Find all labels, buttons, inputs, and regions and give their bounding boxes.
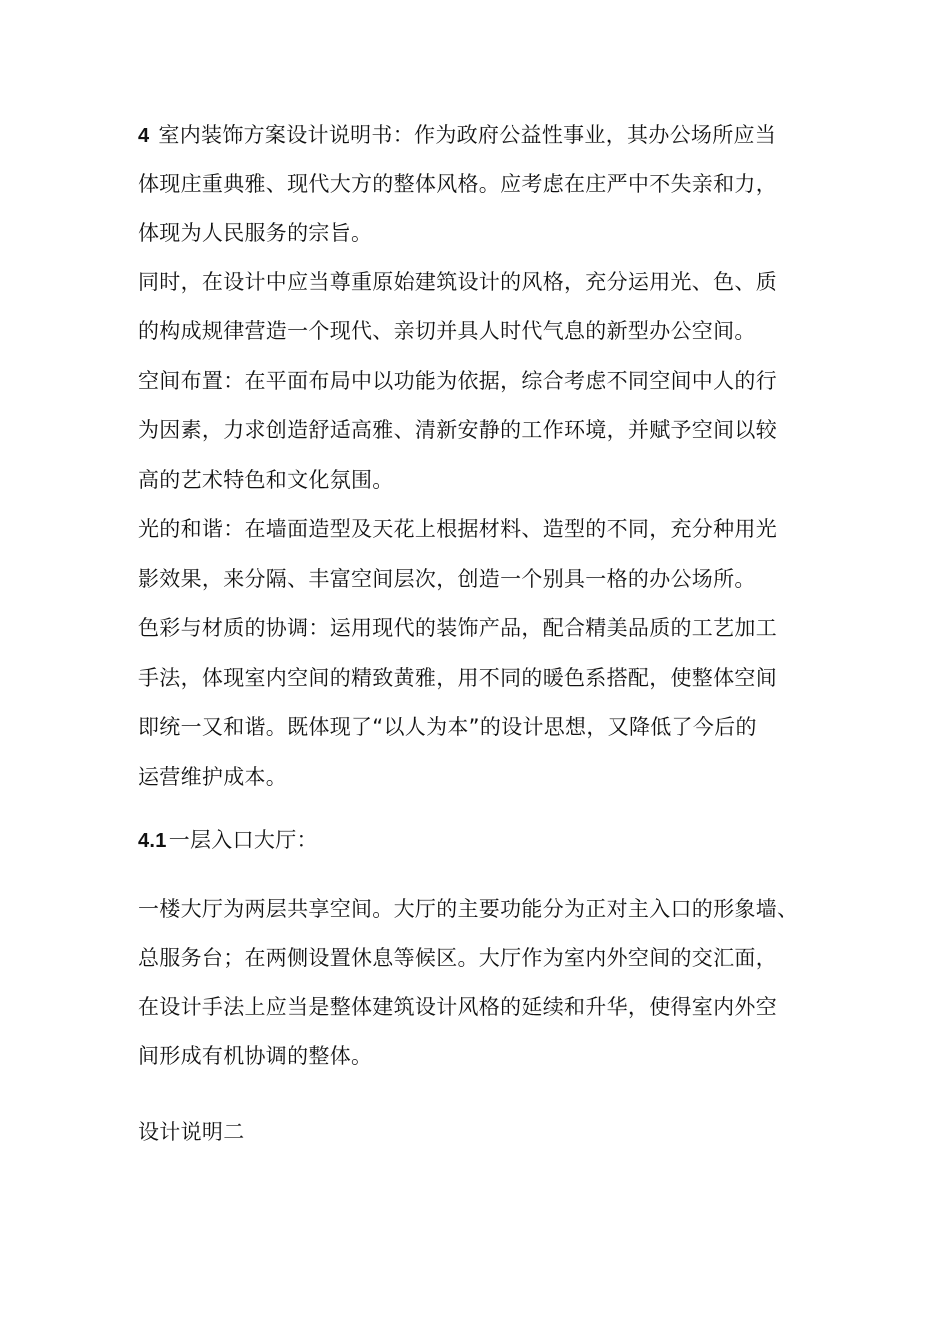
section-4-line-7: 为因素，力求创造舒适高雅、清新安静的工作环境，并赋予空间以较 [138,418,777,442]
section-title: 一层入口大厅： [168,828,318,852]
section-4-line-4: 同时，在设计中应当尊重原始建筑设计的风格，充分运用光、色、质 [138,270,777,294]
section-4-line-13: 即统一又和谐。既体现了“以人为本”的设计思想，又降低了今后的 [138,715,757,739]
section-4-line-14: 运营维护成本。 [138,765,288,789]
section-4-line-10: 影效果，来分隔、丰富空间层次，创造一个别具一格的办公场所。 [138,567,756,591]
section-4-line-12: 手法，体现室内空间的精致黄雅，用不同的暖色系搭配，使整体空间 [138,666,777,690]
footer-heading: 设计说明二 [138,1120,245,1144]
section-4-line-11: 色彩与材质的协调：运用现代的装饰产品，配合精美品质的工艺加工 [138,616,777,640]
section-4-line-8: 高的艺术特色和文化氛围。 [138,468,394,492]
paragraph-text: 室内装饰方案设计说明书：作为政府公益性事业，其办公场所应当 [158,123,777,147]
section-4-line-6: 空间布置：在平面布局中以功能为依据，综合考虑不同空间中人的行 [138,369,777,393]
section-4-line-1 [138,121,776,150]
section-4-1-line-1: 一楼大厅为两层共享空间。大厅的主要功能分为正对主入口的形象墙、 [138,897,799,921]
section-4-line-9: 光的和谐：在墙面造型及天花上根据材料、造型的不同，充分种用光 [138,517,777,541]
section-4-1-heading [138,826,318,855]
section-number: 4.1 [138,830,167,852]
section-4-1-line-3: 在设计手法上应当是整体建筑设计风格的延续和升华，使得室内外空 [138,995,777,1019]
section-4-line-3: 体现为人民服务的宗旨。 [138,221,373,245]
section-4-line-5: 的构成规律营造一个现代、亲切并具人时代气息的新型办公空间。 [138,319,756,343]
section-number: 4 [138,125,150,147]
section-4-1-line-2: 总服务台；在两侧设置休息等候区。大厅作为室内外空间的交汇面， [138,946,777,970]
section-4-1-line-4: 间形成有机协调的整体。 [138,1044,373,1068]
section-4-line-2: 体现庄重典雅、现代大方的整体风格。应考虑在庄严中不失亲和力， [138,172,777,196]
